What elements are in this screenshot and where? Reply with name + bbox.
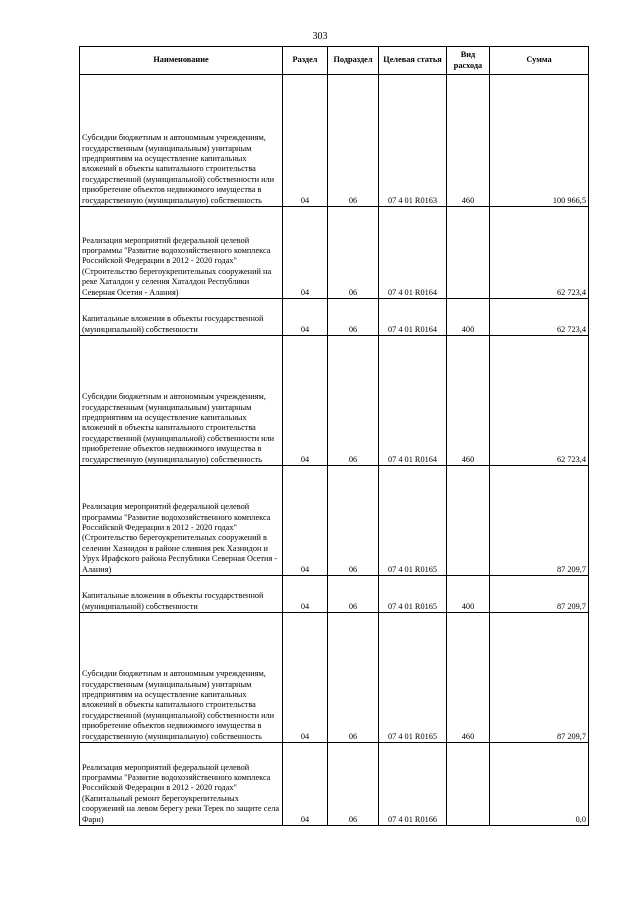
row-expense-type: 400 [447, 576, 490, 613]
row-target: 07 4 01 R0165 [379, 613, 447, 743]
row-section: 04 [283, 466, 328, 576]
table-row [80, 466, 589, 576]
row-name: Субсидии бюджетным и автономным учреждениям, государственным (муниципальным) унитарным предприятиям на осуществление капитальных вложений в объекты капитального строительства государственной (муниципальной) собственности или приобретение объектов недвижимого имущества в государственную (муниципальную) собственность [80, 75, 283, 207]
row-sum: 62 723,4 [490, 336, 589, 466]
row-expense-type: 460 [447, 75, 490, 207]
row-expense-type: 460 [447, 613, 490, 743]
row-expense-type [447, 466, 490, 576]
row-section: 04 [283, 613, 328, 743]
row-name: Реализация мероприятий федеральной целевой программы "Развитие водохозяйственного комплекса Российской Федерации в 2012 - 2020 годах" (Капитальный ремонт берегоукрепительных сооружений на левом берегу реки Терек по защите села Фарн) [80, 743, 283, 826]
row-target: 07 4 01 R0164 [379, 299, 447, 336]
row-subsection: 06 [328, 613, 379, 743]
row-section: 04 [283, 743, 328, 826]
row-name: Реализация мероприятий федеральной целевой программы "Развитие водохозяйственного комплекса Российской Федерации в 2012 - 2020 годах" (Строительство берегоукрепительных сооружений на реке Хаталдон у селения Хаталдон Республики Северная Осетия - Алания) [80, 207, 283, 299]
row-section: 04 [283, 576, 328, 613]
header-expense-type: Вид расхода [447, 47, 490, 75]
header-subsection: Подраздел [328, 47, 379, 75]
row-name: Субсидии бюджетным и автономным учреждениям, государственным (муниципальным) унитарным предприятиям на осуществление капитальных вложений в объекты капитального строительства государственной (муниципальной) собственности или приобретение объектов недвижимого имущества в государственную (муниципальную) собственность [80, 613, 283, 743]
row-subsection: 06 [328, 743, 379, 826]
row-expense-type: 400 [447, 299, 490, 336]
row-subsection: 06 [328, 576, 379, 613]
header-target: Целевая статья [379, 47, 447, 75]
header-section: Раздел [283, 47, 328, 75]
row-sum: 62 723,4 [490, 299, 589, 336]
row-target: 07 4 01 R0166 [379, 743, 447, 826]
table-row [80, 613, 589, 743]
row-subsection: 06 [328, 336, 379, 466]
row-expense-type [447, 743, 490, 826]
table-row [80, 336, 589, 466]
row-target: 07 4 01 R0163 [379, 75, 447, 207]
row-expense-type: 460 [447, 336, 490, 466]
row-name: Капитальные вложения в объекты государственной (муниципальной) собственности [80, 299, 283, 336]
row-target: 07 4 01 R0164 [379, 336, 447, 466]
row-target: 07 4 01 R0165 [379, 576, 447, 613]
row-name: Субсидии бюджетным и автономным учреждениям, государственным (муниципальным) унитарным предприятиям на осуществление капитальных вложений в объекты капитального строительства государственной (муниципальной) собственности или приобретение объектов недвижимого имущества в государственную (муниципальную) собственность [80, 336, 283, 466]
row-section: 04 [283, 299, 328, 336]
row-sum: 87 209,7 [490, 613, 589, 743]
row-section: 04 [283, 75, 328, 207]
header-sum: Сумма [490, 47, 589, 75]
table-row [80, 576, 589, 613]
table-header-row [80, 47, 589, 75]
row-name: Капитальные вложения в объекты государственной (муниципальной) собственности [80, 576, 283, 613]
row-sum: 0,0 [490, 743, 589, 826]
row-section: 04 [283, 207, 328, 299]
row-section: 04 [283, 336, 328, 466]
row-subsection: 06 [328, 466, 379, 576]
table-row [80, 299, 589, 336]
row-subsection: 06 [328, 299, 379, 336]
row-sum: 62 723,4 [490, 207, 589, 299]
budget-table [79, 46, 589, 826]
header-name: Наименование [80, 47, 283, 75]
row-subsection: 06 [328, 207, 379, 299]
table-row [80, 75, 589, 207]
table-row [80, 743, 589, 826]
row-target: 07 4 01 R0165 [379, 466, 447, 576]
page-number: 303 [312, 31, 328, 42]
row-expense-type [447, 207, 490, 299]
row-subsection: 06 [328, 75, 379, 207]
row-sum: 87 209,7 [490, 576, 589, 613]
row-name: Реализация мероприятий федеральной целевой программы "Развитие водохозяйственного комплекса Российской Федерации в 2012 - 2020 годах" (Строительство берегоукрепительных сооружений в селении Хазнидон в районе слияния рек Хазнидон и Урух Ирафского района Республики Северная Осетия - Алания) [80, 466, 283, 576]
table-row [80, 207, 589, 299]
row-sum: 100 966,5 [490, 75, 589, 207]
row-sum: 87 209,7 [490, 466, 589, 576]
row-target: 07 4 01 R0164 [379, 207, 447, 299]
